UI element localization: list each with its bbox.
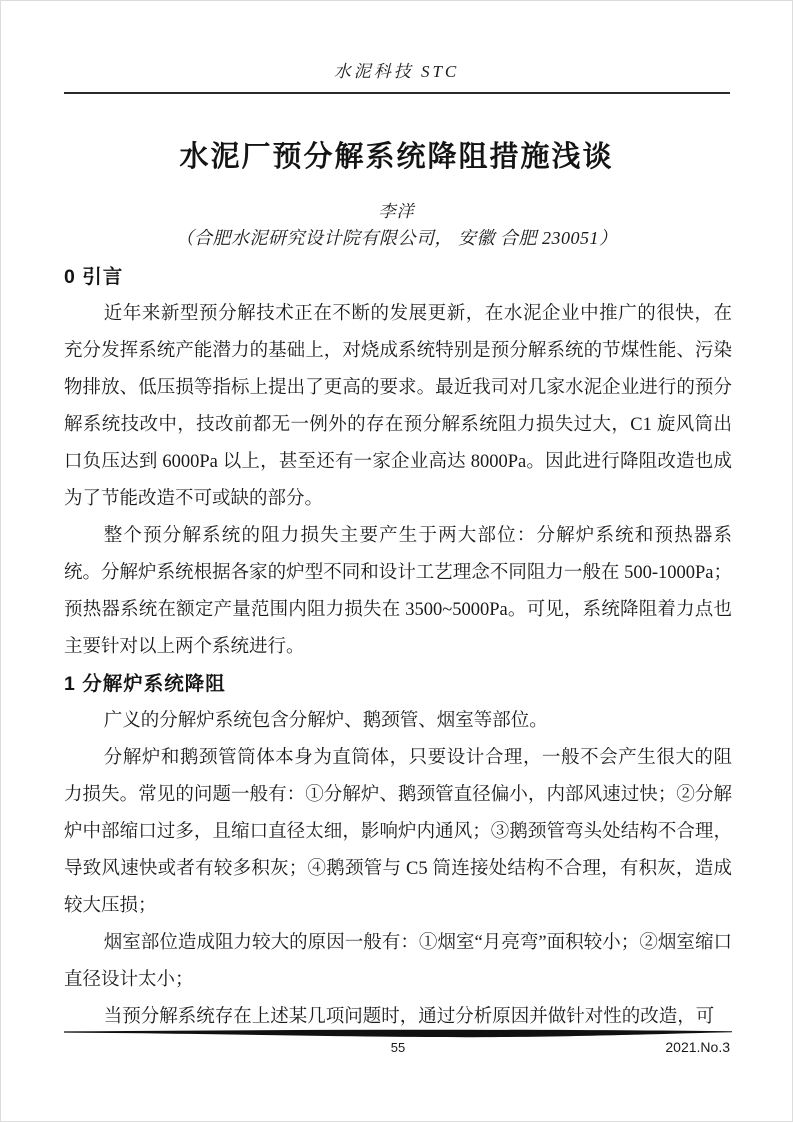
paragraph-calciner-4: 当预分解系统存在上述某几项问题时，通过分析原因并做针对性的改造，可 — [103, 1007, 715, 1027]
paragraph-calciner-3: 烟室部位造成阻力较大的原因一般有：①烟室“月亮弯”面积较小；②烟室缩口直径设计太小； — [64, 933, 732, 990]
author-name: 李洋 — [378, 202, 415, 221]
article-body — [64, 259, 732, 1036]
paragraph-calciner-1: 广义的分解炉系统包含分解炉、鹅颈管、烟室等部位。 — [103, 711, 548, 731]
footer-page-number: 55 — [390, 1040, 406, 1055]
section-heading-calciner-resistance: 1 分解炉系统降阻 — [64, 673, 226, 695]
journal-running-head: 水泥科技 STC — [333, 62, 460, 81]
footer-divider-bar — [64, 1029, 732, 1039]
paragraph-intro-1: 近年来新型预分解技术正在不断的发展更新，在水泥企业中推广的很快，在充分发挥系统产能潜力的基础上，对烧成系统特别是预分解系统的节煤性能、污染物排放、低压损等指标上提出了更高的要求。最近我司对几家水泥企业进行的预分解系统技改中，技改前都无一例外的存在预分解系统阻力损失过大，C1 旋风筒出口负压达到 6000Pa 以上，甚至还有一家企业高达 8000Pa。因此进行降阻改造也成为了节能改造不可或缺的部分。 — [64, 304, 732, 509]
article-title: 水泥厂预分解系统降阻措施浅谈 — [179, 141, 614, 173]
author-affiliation: （合肥水泥研究设计院有限公司， 安徽 合肥 230051） — [175, 228, 618, 248]
paragraph-calciner-2: 分解炉和鹅颈管筒体本身为直筒体，只要设计合理，一般不会产生很大的阻力损失。常见的问题一般有：①分解炉、鹅颈管直径偏小，内部风速过快；②分解炉中部缩口过多，且缩口直径太细，影响炉内通风；③鹅颈管弯头处结构不合理，导致风速快或者有较多积灰；④鹅颈管与 C5 筒连接处结构不合理，有积灰，造成较大压损； — [64, 748, 732, 916]
paragraph-intro-2: 整个预分解系统的阻力损失主要产生于两大部位：分解炉系统和预热器系统。分解炉系统根据各家的炉型不同和设计工艺理念不同阻力一般在 500-1000Pa；预热器系统在额定产量范围内阻力损失在 3500~5000Pa。可见，系统降阻着力点也主要针对以上两个系统进行。 — [64, 526, 732, 657]
header-rule — [64, 92, 730, 94]
section-heading-introduction: 0 引言 — [64, 266, 124, 288]
footer-issue-label: 2021.No.3 — [665, 1039, 730, 1055]
